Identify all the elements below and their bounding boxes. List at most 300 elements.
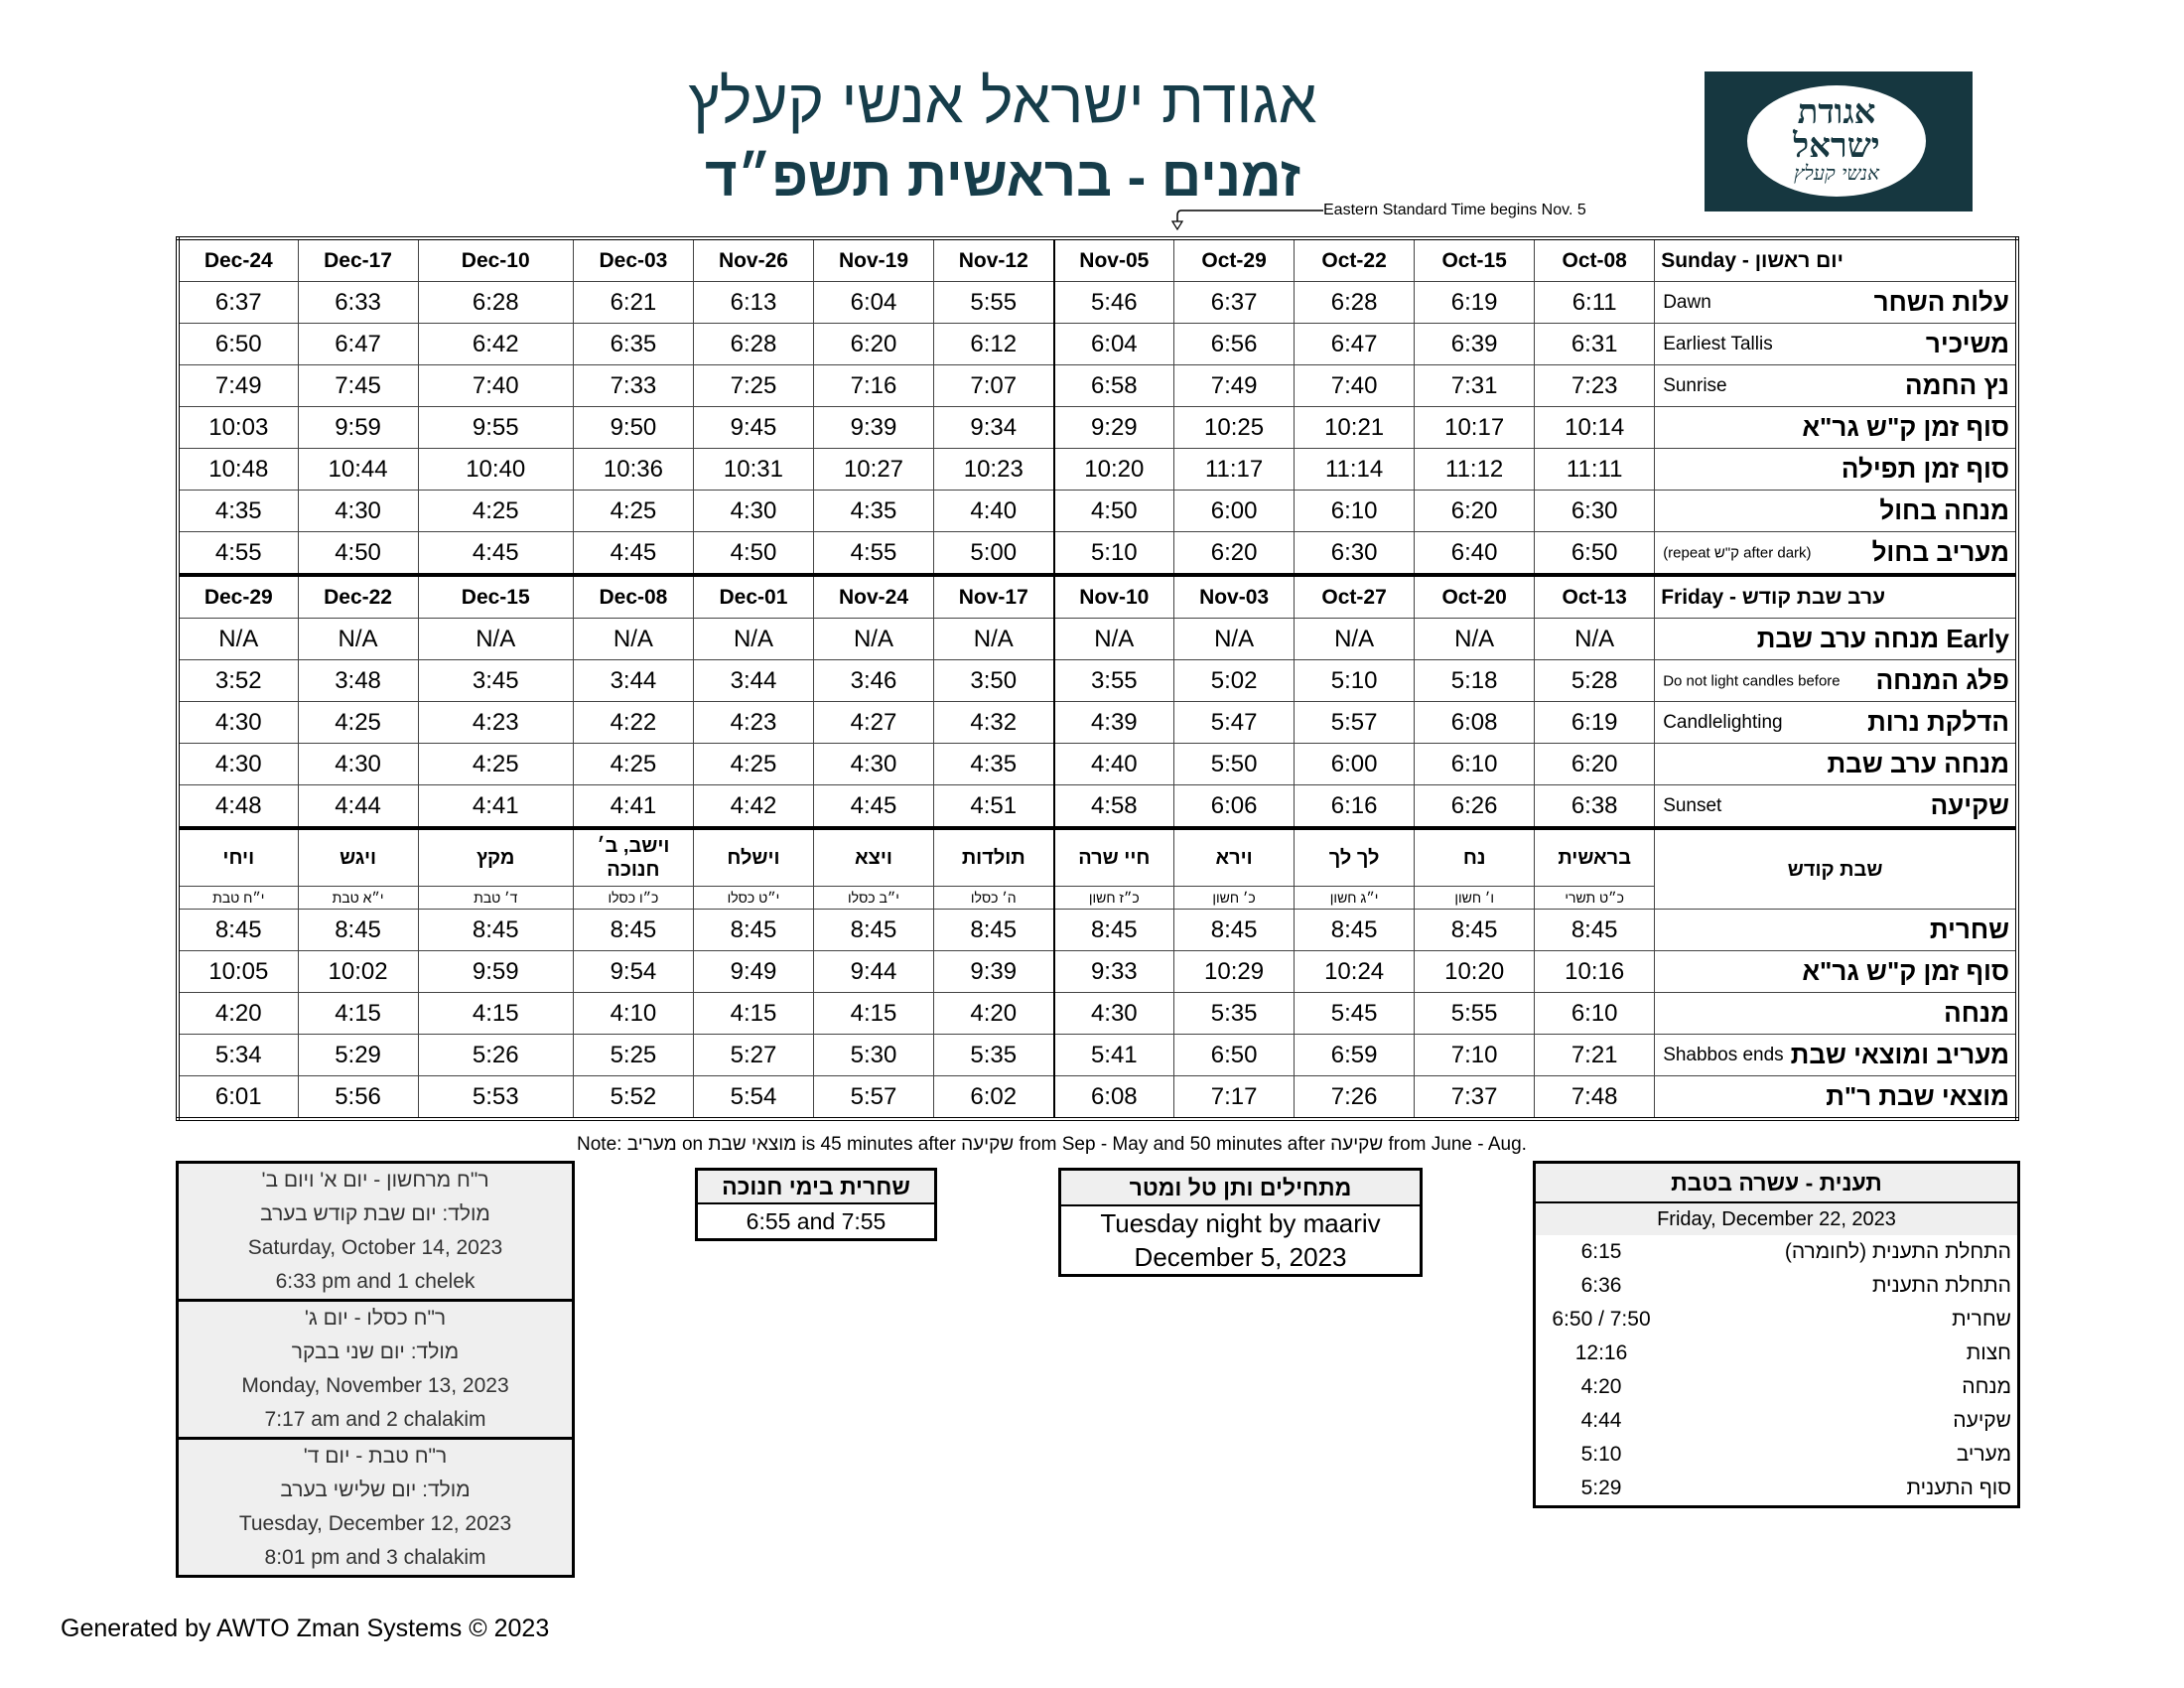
time-cell: N/A — [1054, 619, 1174, 660]
molad-row — [178, 1163, 574, 1198]
table-row — [178, 993, 2017, 1035]
time-cell: 4:15 — [693, 993, 813, 1035]
time-cell: 5:25 — [573, 1035, 693, 1076]
time-cell: 3:52 — [178, 660, 298, 702]
time-cell: 5:54 — [693, 1076, 813, 1120]
time-cell: 6:06 — [1174, 785, 1295, 829]
row-label — [1655, 491, 2017, 532]
row-label-hebrew: עלות השחר — [1873, 287, 2009, 317]
row-label-english: Shabbos ends — [1663, 1044, 1784, 1065]
time-cell: 3:55 — [1054, 660, 1174, 702]
time-cell: 4:30 — [178, 702, 298, 744]
time-cell: 4:15 — [298, 993, 418, 1035]
hebrew-date-cell: כ״ט תשרי — [1535, 887, 1655, 910]
time-cell: 4:20 — [934, 993, 1054, 1035]
hebrew-date-cell: כ׳ חשון — [1174, 887, 1295, 910]
fast-label: התחלת התענית (לחומרה) — [1784, 1240, 2011, 1263]
time-cell: 6:37 — [178, 282, 298, 324]
time-cell: 8:45 — [298, 910, 418, 951]
date-header-cell: Nov-03 — [1174, 575, 1295, 619]
time-cell: 4:10 — [573, 993, 693, 1035]
time-cell: 4:22 — [573, 702, 693, 744]
molad-molad: מולד: יום שלישי בערב — [280, 1478, 471, 1501]
time-cell: 5:57 — [1295, 702, 1415, 744]
fast-date: Friday, December 22, 2023 — [1535, 1202, 2019, 1235]
time-cell: 9:49 — [693, 951, 813, 993]
hebrew-date-cell: י״א טבת — [298, 887, 418, 910]
time-cell: 4:20 — [178, 993, 298, 1035]
time-cell: 4:25 — [573, 744, 693, 785]
time-cell: 6:10 — [1535, 993, 1655, 1035]
parsha-cell: נח — [1415, 828, 1535, 887]
time-cell: 8:45 — [1415, 910, 1535, 951]
row-label-english: Do not light candles before — [1663, 672, 1841, 689]
time-cell: 11:14 — [1295, 449, 1415, 491]
row-label-hebrew: סוף זמן ק"ש גר"א — [1802, 412, 2009, 442]
time-cell: 4:51 — [934, 785, 1054, 829]
row-label-hebrew: מנחה בחול — [1879, 495, 2009, 525]
table-row — [178, 1076, 2017, 1120]
time-cell: 6:00 — [1295, 744, 1415, 785]
time-cell: 4:15 — [813, 993, 933, 1035]
time-cell: 4:41 — [418, 785, 573, 829]
time-cell: 6:20 — [813, 324, 933, 365]
time-cell: 7:10 — [1415, 1035, 1535, 1076]
time-cell: 5:00 — [934, 532, 1054, 576]
est-arrow-icon — [1169, 207, 1328, 232]
table-row — [178, 744, 2017, 785]
time-cell: 7:25 — [693, 365, 813, 407]
time-cell: 6:38 — [1535, 785, 1655, 829]
time-cell: 5:10 — [1054, 532, 1174, 576]
parsha-cell: ויצא — [813, 828, 933, 887]
time-cell: 6:10 — [1295, 491, 1415, 532]
molad-time: 8:01 pm and 3 chalakim — [264, 1546, 486, 1569]
time-cell: 5:52 — [573, 1076, 693, 1120]
time-cell: 7:31 — [1415, 365, 1535, 407]
fast-table — [1533, 1161, 2020, 1508]
page-subtitle: זמנים - בראשית תשפ״ד — [704, 145, 1301, 208]
row-label — [1655, 1076, 2017, 1120]
row-label — [1655, 951, 2017, 993]
time-cell: N/A — [178, 619, 298, 660]
time-cell: 5:46 — [1054, 282, 1174, 324]
time-cell: 4:30 — [813, 744, 933, 785]
date-header-cell: Oct-13 — [1535, 575, 1655, 619]
time-cell: 3:48 — [298, 660, 418, 702]
time-cell: 6:10 — [1415, 744, 1535, 785]
hebrew-date-cell: ד׳ טבת — [418, 887, 573, 910]
friday-date-header — [178, 575, 2017, 619]
row-label — [1655, 365, 2017, 407]
table-row — [178, 1035, 2017, 1076]
time-cell: 8:45 — [1295, 910, 1415, 951]
molad-time: 7:17 am and 2 chalakim — [264, 1408, 486, 1431]
row-label-hebrew: סוף זמן תפילה — [1841, 454, 2009, 484]
time-cell: 9:59 — [298, 407, 418, 449]
day-header-label: Sunday - יום ראשון — [1655, 238, 2017, 282]
table-row — [178, 619, 2017, 660]
time-cell: 4:42 — [693, 785, 813, 829]
time-cell: 9:33 — [1054, 951, 1174, 993]
est-note: Eastern Standard Time begins Nov. 5 — [1323, 202, 1586, 218]
date-header-cell: Dec-10 — [418, 238, 573, 282]
time-cell: 3:44 — [573, 660, 693, 702]
time-cell: 6:20 — [1174, 532, 1295, 576]
row-label-hebrew: מעריב בחול — [1871, 537, 2009, 567]
time-cell: 4:35 — [813, 491, 933, 532]
time-cell: 4:40 — [1054, 744, 1174, 785]
time-cell: 8:45 — [1535, 910, 1655, 951]
date-header-cell: Dec-03 — [573, 238, 693, 282]
molad-rc: ר"ח כסלו - יום ג' — [178, 1301, 574, 1336]
time-cell: 5:35 — [1174, 993, 1295, 1035]
table-row — [178, 785, 2017, 829]
page-title: אגודת ישראל אנשי קעלץ — [688, 68, 1317, 136]
time-cell: N/A — [1535, 619, 1655, 660]
molad-date: Saturday, October 14, 2023 — [247, 1236, 503, 1259]
time-cell: 6:08 — [1054, 1076, 1174, 1120]
time-cell: 4:25 — [298, 702, 418, 744]
date-header-cell: Nov-26 — [693, 238, 813, 282]
time-cell: 9:54 — [573, 951, 693, 993]
fast-label: מעריב — [1956, 1443, 2011, 1466]
fast-time: 5:10 — [1580, 1443, 1622, 1466]
time-cell: 10:20 — [1415, 951, 1535, 993]
row-label-hebrew: מנחה — [1944, 998, 2009, 1028]
parsha-cell: לך לך — [1295, 828, 1415, 887]
time-cell: 4:25 — [573, 491, 693, 532]
time-cell: 7:07 — [934, 365, 1054, 407]
time-cell: 6:50 — [1174, 1035, 1295, 1076]
time-cell: 10:21 — [1295, 407, 1415, 449]
time-cell: 4:25 — [418, 744, 573, 785]
time-cell: 3:44 — [693, 660, 813, 702]
time-cell: N/A — [1415, 619, 1535, 660]
row-label-hebrew: הדלקת נרות — [1867, 707, 2009, 737]
time-cell: 5:41 — [1054, 1035, 1174, 1076]
tal-umatar-line2: December 5, 2023 — [1134, 1242, 1347, 1272]
parsha-cell: וישב, ב׳ חנוכה — [573, 828, 693, 887]
logo-line-2: ישראל — [1793, 126, 1880, 166]
table-row — [178, 491, 2017, 532]
fast-label: שחרית — [1952, 1308, 2011, 1331]
parsha-cell: ויגש — [298, 828, 418, 887]
logo — [1705, 71, 1973, 211]
table-row — [178, 282, 2017, 324]
time-cell: 4:55 — [178, 532, 298, 576]
hebrew-date-cell: כ״ו כסלו — [573, 887, 693, 910]
time-cell: 11:11 — [1535, 449, 1655, 491]
logo-oval — [1747, 85, 1926, 197]
time-cell: 5:50 — [1174, 744, 1295, 785]
table-row — [178, 910, 2017, 951]
row-label — [1655, 702, 2017, 744]
molad-row — [178, 1474, 574, 1507]
time-cell: 4:40 — [934, 491, 1054, 532]
time-cell: 4:58 — [1054, 785, 1174, 829]
fast-row — [1535, 1370, 2019, 1404]
date-header-cell: Dec-29 — [178, 575, 298, 619]
time-cell: 6:30 — [1295, 532, 1415, 576]
date-header-cell: Nov-24 — [813, 575, 933, 619]
tal-umatar-title: מתחילים ותן טל ומטר — [1061, 1171, 1420, 1206]
time-cell: 7:45 — [298, 365, 418, 407]
time-cell: 5:45 — [1295, 993, 1415, 1035]
time-cell: 6:00 — [1174, 491, 1295, 532]
time-cell: 4:50 — [298, 532, 418, 576]
time-cell: 6:19 — [1535, 702, 1655, 744]
time-cell: 5:57 — [813, 1076, 933, 1120]
time-cell: 10:27 — [813, 449, 933, 491]
time-cell: 10:31 — [693, 449, 813, 491]
fast-time: 6:50 / 7:50 — [1552, 1308, 1651, 1331]
row-label — [1655, 324, 2017, 365]
fast-label: מנחה — [1962, 1375, 2011, 1398]
row-label-hebrew: מוצאי שבת ר"ת — [1826, 1081, 2009, 1111]
time-cell: 6:47 — [298, 324, 418, 365]
time-cell: 6:16 — [1295, 785, 1415, 829]
chanukah-box — [695, 1168, 937, 1241]
time-cell: 10:14 — [1535, 407, 1655, 449]
time-cell: 7:17 — [1174, 1076, 1295, 1120]
date-header-cell: Nov-12 — [934, 238, 1054, 282]
time-cell: 6:42 — [418, 324, 573, 365]
molad-rc: ר"ח מרחשון - יום א' ויום ב' — [261, 1169, 489, 1192]
fast-time: 6:36 — [1580, 1274, 1622, 1297]
time-cell: 6:30 — [1535, 491, 1655, 532]
parsha-cell: מקץ — [418, 828, 573, 887]
sunday-date-header — [178, 238, 2017, 282]
time-cell: 6:31 — [1535, 324, 1655, 365]
fast-label: שקיעה — [1953, 1409, 2011, 1432]
time-cell: 8:45 — [1174, 910, 1295, 951]
date-header-cell: Dec-15 — [418, 575, 573, 619]
time-cell: 4:30 — [178, 744, 298, 785]
time-cell: 5:34 — [178, 1035, 298, 1076]
time-cell: 9:59 — [418, 951, 573, 993]
row-label-hebrew: מעריב ומוצאי שבת — [1790, 1040, 2009, 1069]
row-label-hebrew: שקיעה — [1930, 790, 2009, 820]
table-row — [178, 532, 2017, 576]
parsha-cell: ויחי — [178, 828, 298, 887]
time-cell: 6:19 — [1415, 282, 1535, 324]
time-cell: 6:28 — [693, 324, 813, 365]
time-cell: 3:50 — [934, 660, 1054, 702]
time-cell: 5:47 — [1174, 702, 1295, 744]
fast-row — [1535, 1235, 2019, 1269]
molad-table — [176, 1161, 575, 1578]
row-label-hebrew: משיכיר — [1925, 329, 2009, 358]
time-cell: 6:35 — [573, 324, 693, 365]
row-label-hebrew: שחרית — [1929, 914, 2009, 944]
logo-line-3: אנשי קעלץ — [1793, 161, 1880, 185]
time-cell: 6:28 — [418, 282, 573, 324]
hebrew-date-cell: י״ט כסלו — [693, 887, 813, 910]
row-label-english: Sunrise — [1663, 374, 1727, 396]
time-cell: N/A — [298, 619, 418, 660]
time-cell: 4:45 — [573, 532, 693, 576]
parsha-cell: וירא — [1174, 828, 1295, 887]
time-cell: 9:45 — [693, 407, 813, 449]
date-header-cell: Dec-17 — [298, 238, 418, 282]
date-header-cell: Nov-17 — [934, 575, 1054, 619]
zmanim-table — [176, 236, 2019, 1121]
row-label — [1655, 532, 2017, 576]
date-header-cell: Oct-20 — [1415, 575, 1535, 619]
time-cell: 7:40 — [418, 365, 573, 407]
row-label-hebrew: מנחה ערב שבת — [1827, 749, 2009, 778]
time-cell: 4:30 — [298, 491, 418, 532]
time-cell: 10:44 — [298, 449, 418, 491]
time-cell: 8:45 — [813, 910, 933, 951]
time-cell: 5:55 — [934, 282, 1054, 324]
time-cell: 10:16 — [1535, 951, 1655, 993]
time-cell: 7:21 — [1535, 1035, 1655, 1076]
time-cell: 4:27 — [813, 702, 933, 744]
time-cell: 8:45 — [1054, 910, 1174, 951]
fast-label: התחלת התענית — [1871, 1274, 2011, 1297]
row-label-english: Dawn — [1663, 291, 1711, 313]
row-label — [1655, 1035, 2017, 1076]
molad-date: Tuesday, December 12, 2023 — [238, 1512, 512, 1535]
time-cell: 9:29 — [1054, 407, 1174, 449]
table-row — [178, 365, 2017, 407]
time-cell: 7:48 — [1535, 1076, 1655, 1120]
fast-row — [1535, 1404, 2019, 1438]
hebrew-date-cell: כ״ז חשון — [1054, 887, 1174, 910]
time-cell: 5:30 — [813, 1035, 933, 1076]
time-cell: 4:44 — [298, 785, 418, 829]
time-cell: 6:50 — [178, 324, 298, 365]
date-header-cell: Dec-24 — [178, 238, 298, 282]
time-cell: 4:30 — [693, 491, 813, 532]
molad-row — [178, 1507, 574, 1541]
fast-label: חצות — [1966, 1341, 2011, 1364]
fast-row — [1535, 1472, 2019, 1507]
fast-title: תענית - עשרה בטבת — [1535, 1163, 2019, 1203]
time-cell: 8:45 — [418, 910, 573, 951]
molad-date: Monday, November 13, 2023 — [241, 1374, 509, 1397]
date-header-cell: Nov-10 — [1054, 575, 1174, 619]
molad-row — [178, 1336, 574, 1369]
molad-row — [178, 1197, 574, 1231]
date-header-cell: Oct-22 — [1295, 238, 1415, 282]
time-cell: 6:04 — [1054, 324, 1174, 365]
time-cell: 5:55 — [1415, 993, 1535, 1035]
time-cell: 4:45 — [813, 785, 933, 829]
time-cell: 10:29 — [1174, 951, 1295, 993]
row-label — [1655, 282, 2017, 324]
row-label — [1655, 744, 2017, 785]
fast-time: 5:29 — [1580, 1477, 1622, 1499]
row-label-english: Candlelighting — [1663, 711, 1783, 733]
time-cell: 11:12 — [1415, 449, 1535, 491]
time-cell: 10:02 — [298, 951, 418, 993]
time-cell: 10:25 — [1174, 407, 1295, 449]
molad-row — [178, 1301, 574, 1336]
day-header-label: Friday - ערב שבת קודש — [1655, 575, 2017, 619]
time-cell: 9:39 — [813, 407, 933, 449]
time-cell: 9:55 — [418, 407, 573, 449]
time-cell: 10:03 — [178, 407, 298, 449]
date-header-cell: Oct-27 — [1295, 575, 1415, 619]
fast-row — [1535, 1269, 2019, 1303]
fast-time: 6:15 — [1580, 1240, 1622, 1263]
date-header-cell: Dec-22 — [298, 575, 418, 619]
row-label-english: (repeat ק"ש after dark) — [1663, 544, 1812, 561]
time-cell: 4:25 — [418, 491, 573, 532]
time-cell: 10:20 — [1054, 449, 1174, 491]
time-cell: 4:35 — [934, 744, 1054, 785]
chanukah-title: שחרית בימי חנוכה — [698, 1171, 934, 1204]
molad-row — [178, 1403, 574, 1439]
time-cell: 3:46 — [813, 660, 933, 702]
time-cell: 6:26 — [1415, 785, 1535, 829]
parsha-cell: בראשית — [1535, 828, 1655, 887]
hebrew-date-cell: י״ג חשון — [1295, 887, 1415, 910]
time-cell: 4:25 — [693, 744, 813, 785]
time-cell: 10:24 — [1295, 951, 1415, 993]
table-row — [178, 702, 2017, 744]
date-header-cell: Dec-01 — [693, 575, 813, 619]
row-label — [1655, 993, 2017, 1035]
time-cell: 4:41 — [573, 785, 693, 829]
molad-rc: ר"ח טבת - יום ד' — [178, 1439, 574, 1475]
time-cell: 5:28 — [1535, 660, 1655, 702]
molad-row — [178, 1541, 574, 1577]
time-cell: 10:36 — [573, 449, 693, 491]
time-cell: 7:23 — [1535, 365, 1655, 407]
molad-molad: מולד: יום שבת קודש בערב — [260, 1202, 490, 1225]
time-cell: N/A — [418, 619, 573, 660]
time-cell: 9:39 — [934, 951, 1054, 993]
date-header-cell: Oct-29 — [1174, 238, 1295, 282]
row-label — [1655, 660, 2017, 702]
parsha-cell: חיי שרה — [1054, 828, 1174, 887]
molad-row — [178, 1231, 574, 1265]
molad-molad: מולד: יום שני בבקר — [291, 1340, 460, 1363]
parsha-row — [178, 828, 2017, 887]
row-label-english: Sunset — [1663, 794, 1722, 816]
time-cell: 7:37 — [1415, 1076, 1535, 1120]
hebrew-date-cell: י״ח טבת — [178, 887, 298, 910]
time-cell: N/A — [1174, 619, 1295, 660]
time-cell: 9:34 — [934, 407, 1054, 449]
hebrew-date-cell: ו׳ חשון — [1415, 887, 1535, 910]
time-cell: 5:53 — [418, 1076, 573, 1120]
time-cell: 6:01 — [178, 1076, 298, 1120]
time-cell: 10:23 — [934, 449, 1054, 491]
shabbos-label: שבת קודש — [1655, 828, 2017, 910]
time-cell: 5:02 — [1174, 660, 1295, 702]
fast-time: 4:44 — [1580, 1409, 1622, 1432]
table-row — [178, 951, 2017, 993]
fast-row — [1535, 1336, 2019, 1370]
fast-row — [1535, 1303, 2019, 1336]
time-cell: 7:26 — [1295, 1076, 1415, 1120]
time-cell: 6:58 — [1054, 365, 1174, 407]
time-cell: 5:10 — [1295, 660, 1415, 702]
hebrew-date-cell: י״ב כסלו — [813, 887, 933, 910]
time-cell: 10:05 — [178, 951, 298, 993]
fast-label: סוף התענית — [1906, 1477, 2011, 1499]
time-cell: 6:12 — [934, 324, 1054, 365]
time-cell: 6:08 — [1415, 702, 1535, 744]
time-cell: 4:35 — [178, 491, 298, 532]
time-cell: 8:45 — [693, 910, 813, 951]
tal-umatar-box — [1058, 1168, 1423, 1277]
